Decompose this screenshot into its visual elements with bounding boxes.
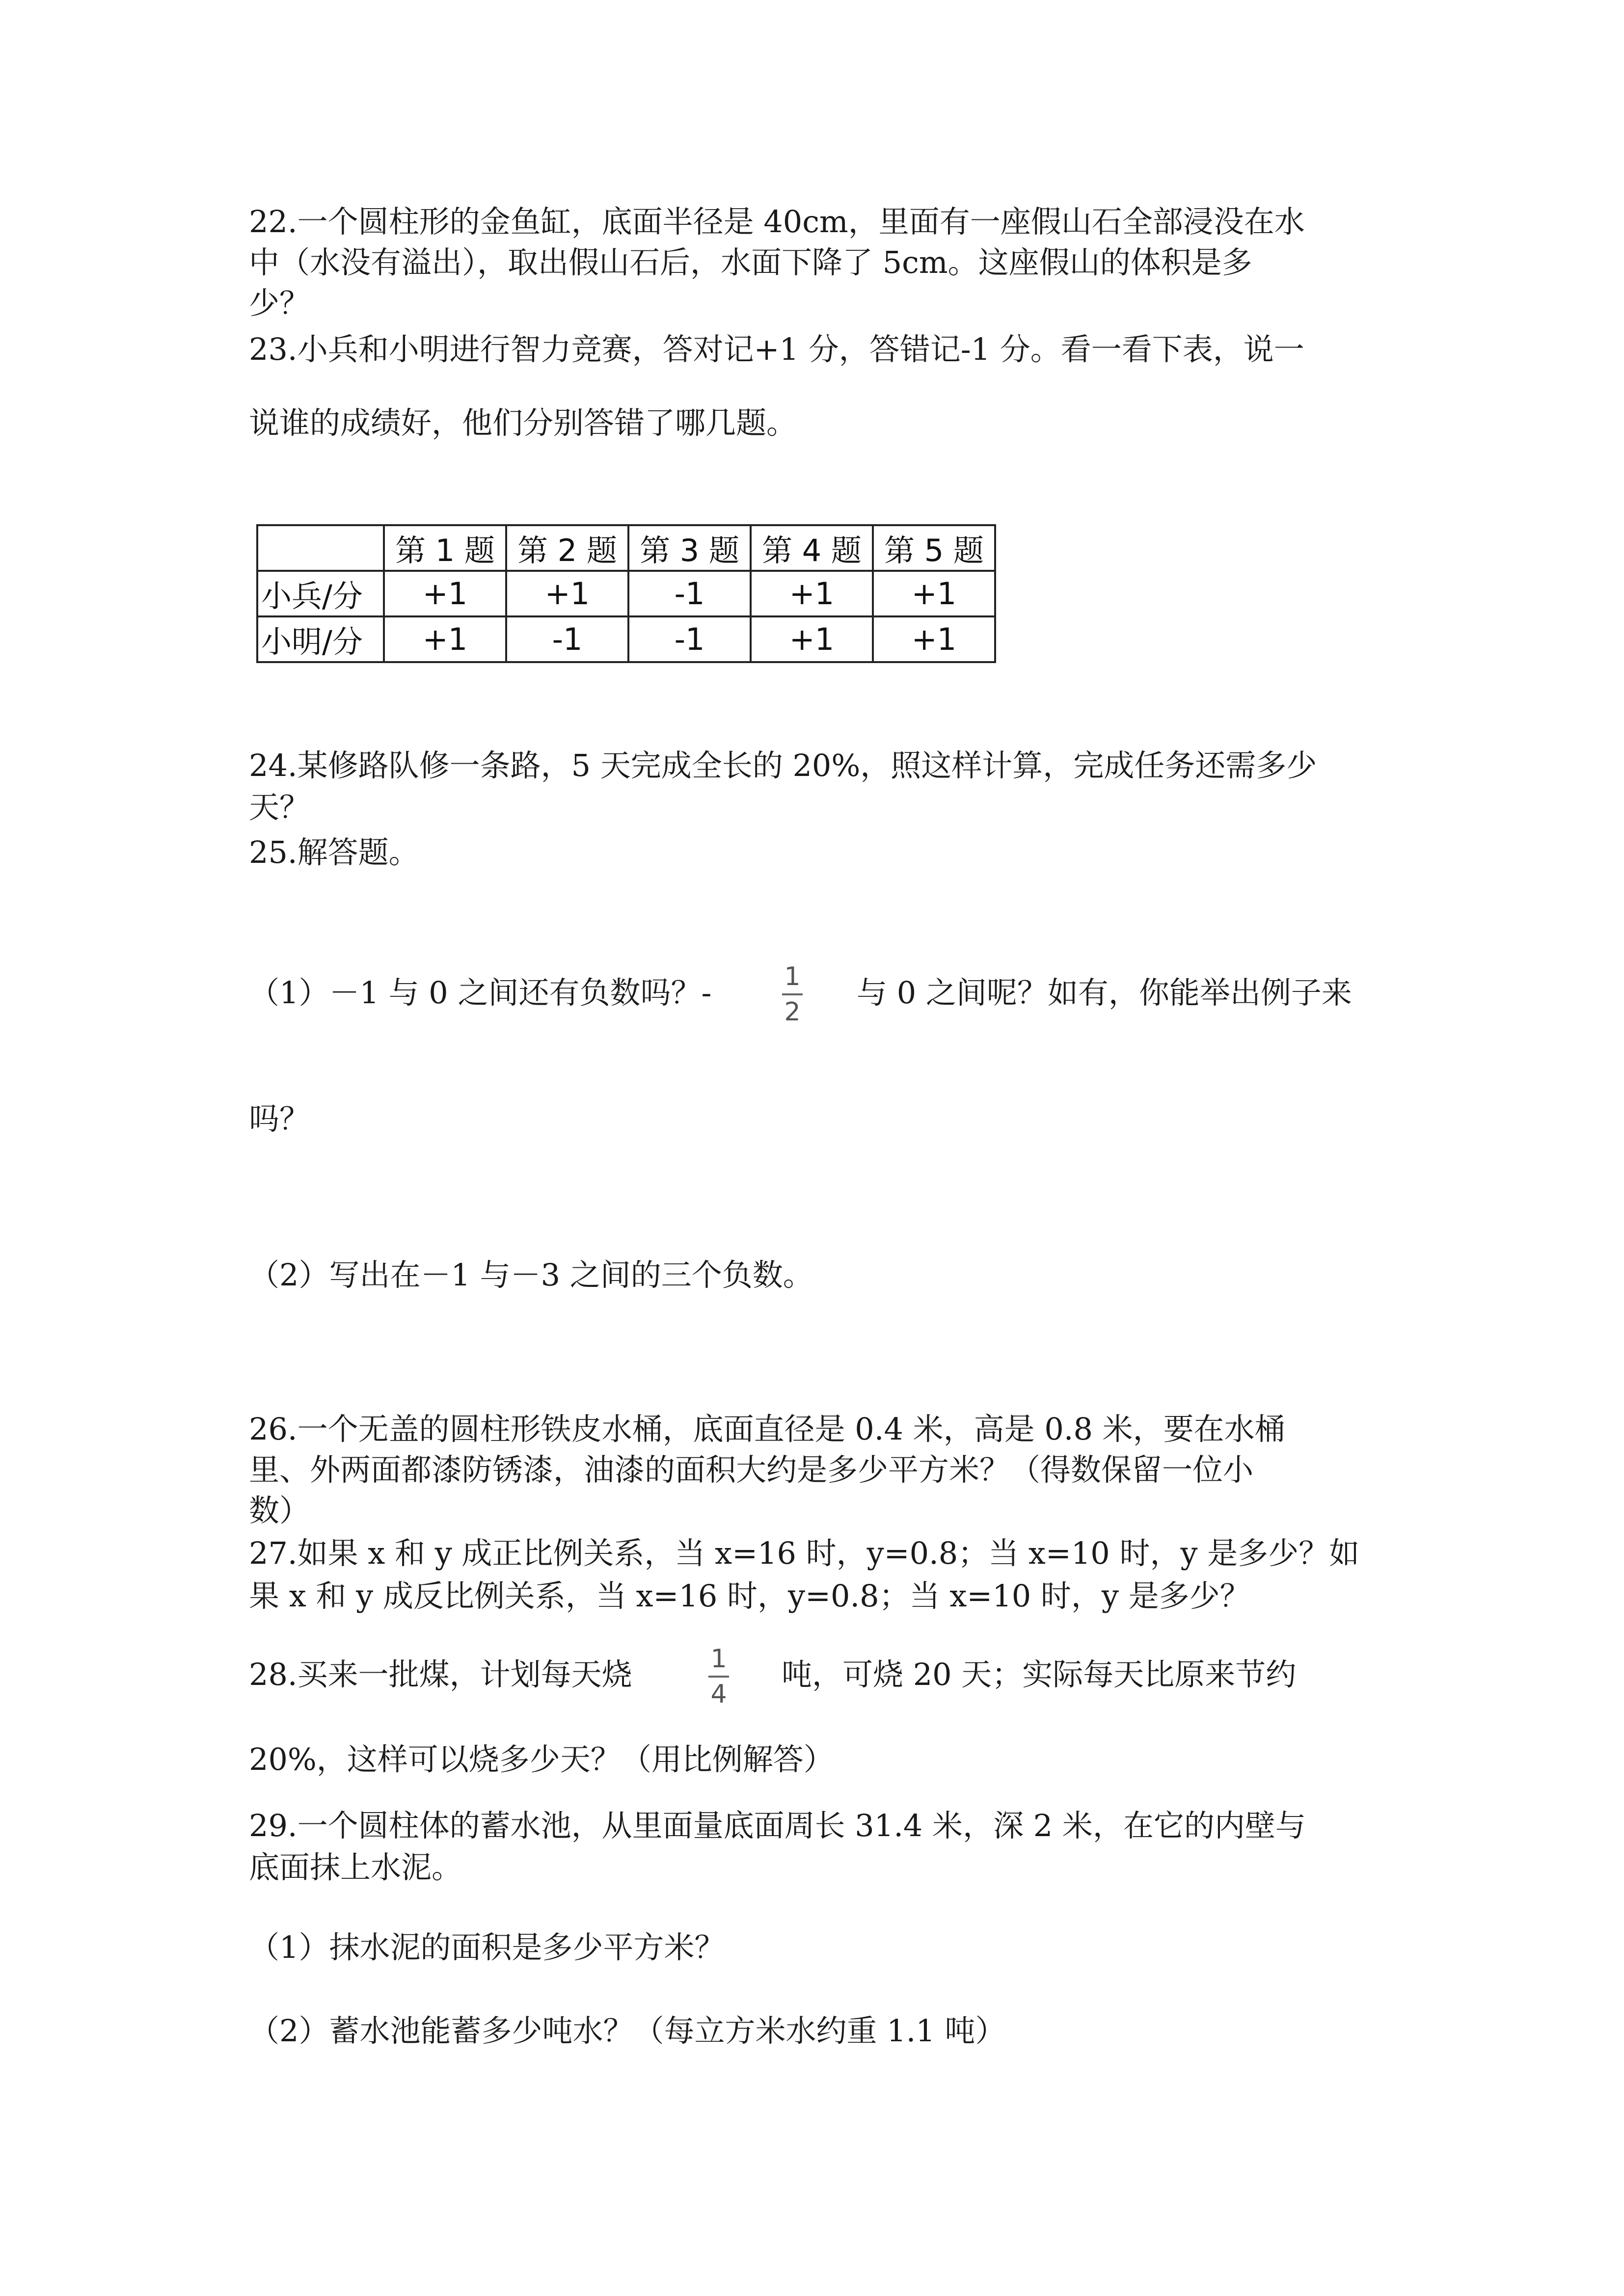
q27-line-1: 27.如果 x 和 y 成正比例关系，当 x=16 时，y=0.8；当 x=10 时，y 是多少？如 <box>249 1535 1360 1571</box>
table-cell: +1 <box>384 571 506 616</box>
q28-line-1: 28.买来一批煤，计划每天烧 <box>249 1656 632 1692</box>
table-cell: -1 <box>628 571 751 616</box>
q28-line-1-after: 吨，可烧 20 天；实际每天比原来节约 <box>782 1656 1297 1692</box>
q23-score-table <box>256 524 996 663</box>
q25-title: 25.解答题。 <box>249 834 419 870</box>
fraction-denominator: 2 <box>784 997 801 1027</box>
q26-line-1: 26.一个无盖的圆柱形铁皮水桶，底面直径是 0.4 米，高是 0.8 米，要在水桶 <box>249 1411 1285 1447</box>
table-cell: +1 <box>873 616 995 662</box>
table-corner-cell <box>257 525 384 571</box>
table-header-cell: 第 1 题 <box>384 525 506 571</box>
q26-line-3: 数） <box>249 1493 310 1528</box>
table-row-label: 小明/分 <box>257 616 384 662</box>
table-cell: +1 <box>873 571 995 616</box>
fraction-one-half <box>782 962 803 1027</box>
q29-line-1: 29.一个圆柱体的蓄水池，从里面量底面周长 31.4 米，深 2 米，在它的内壁与 <box>249 1808 1306 1843</box>
fraction-bar <box>708 1676 729 1678</box>
table-cell: +1 <box>751 571 873 616</box>
q29-part2: （2）蓄水池能蓄多少吨水？（每立方米水约重 1.1 吨） <box>249 2013 1006 2049</box>
table-row-label: 小兵/分 <box>257 571 384 616</box>
q25-part1-text-after: 与 0 之间呢？如有，你能举出例子来 <box>857 975 1352 1011</box>
q25-part1-text: （1）－1 与 0 之间还有负数吗？- <box>249 975 712 1011</box>
q25-part1-cont: 吗？ <box>249 1101 310 1137</box>
fraction-numerator: 1 <box>784 962 801 991</box>
q22-line-1: 22.一个圆柱形的金鱼缸，底面半径是 40cm，里面有一座假山石全部浸没在水 <box>249 204 1305 240</box>
q23-line-1: 23.小兵和小明进行智力竞赛，答对记+1 分，答错记-1 分。看一看下表，说一 <box>249 331 1304 367</box>
table-cell: -1 <box>506 616 628 662</box>
q25-part2: （2）写出在－1 与－3 之间的三个负数。 <box>249 1257 813 1293</box>
fraction-numerator: 1 <box>710 1644 727 1674</box>
fraction-bar <box>782 993 803 995</box>
table-cell: +1 <box>506 571 628 616</box>
q24-line-1: 24.某修路队修一条路，5 天完成全长的 20%，照这样计算，完成任务还需多少 <box>249 748 1317 783</box>
q24-line-2: 天？ <box>249 789 310 825</box>
q22-line-3: 少？ <box>249 285 310 321</box>
table-header-cell: 第 3 题 <box>628 525 751 571</box>
table-header-cell: 第 2 题 <box>506 525 628 571</box>
fraction-denominator: 4 <box>710 1680 727 1709</box>
table-header-cell: 第 5 题 <box>873 525 995 571</box>
table-cell: +1 <box>751 616 873 662</box>
q26-line-2: 里、外两面都漆防锈漆，油漆的面积大约是多少平方米？（得数保留一位小 <box>249 1452 1254 1488</box>
q27-line-2: 果 x 和 y 成反比例关系，当 x=16 时，y=0.8；当 x=10 时，y 是多少？ <box>249 1578 1250 1614</box>
table-cell: +1 <box>384 616 506 662</box>
q22-line-2: 中（水没有溢出），取出假山石后，水面下降了 5cm。这座假山的体积是多 <box>249 244 1252 280</box>
table-header-row <box>257 525 995 571</box>
table-row <box>257 571 995 616</box>
table-row <box>257 616 995 662</box>
q29-part1: （1）抹水泥的面积是多少平方米？ <box>249 1929 725 1965</box>
q28-line-2: 20%，这样可以烧多少天？（用比例解答） <box>249 1741 834 1777</box>
fraction-one-quarter <box>708 1644 729 1709</box>
table-header-cell: 第 4 题 <box>751 525 873 571</box>
q29-line-2: 底面抹上水泥。 <box>249 1849 462 1885</box>
q23-line-2: 说谁的成绩好，他们分别答错了哪几题。 <box>249 405 797 441</box>
table-cell: -1 <box>628 616 751 662</box>
